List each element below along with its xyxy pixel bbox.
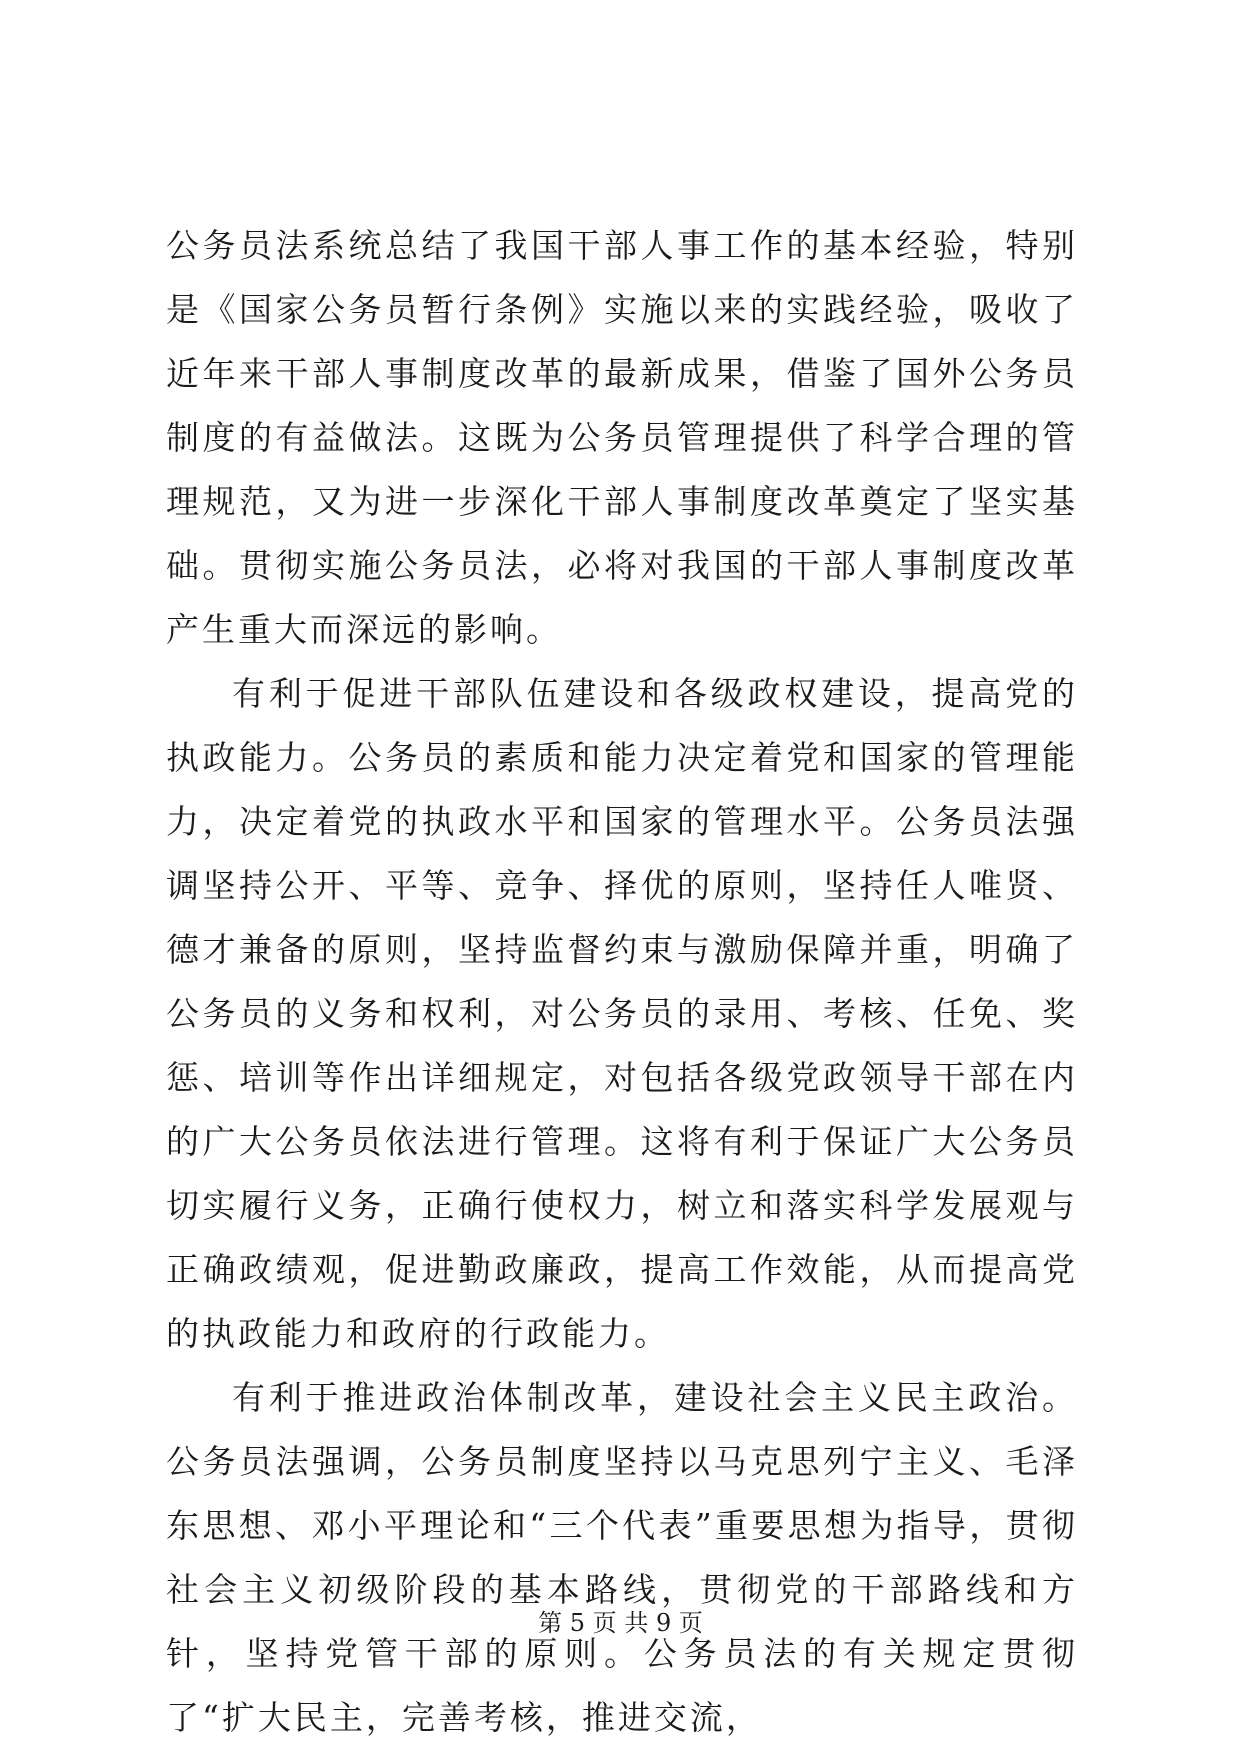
paragraph-3: 有利于推进政治体制改革，建设社会主义民主政治。公务员法强调，公务员制度坚持以马克思列宁主义、毛泽东思想、邓小平理论和“三个代表”重要思想为指导，贯彻社会主义初级阶段的基本路线，贯彻党的干部路线和方针，坚持党管干部的原则。公务员法的有关规定贯彻了“扩大民主，完善考核，推进交流， [166,1378,1078,1737]
page-number: 第 5 页 [538,1609,617,1637]
paragraph-1: 公务员法系统总结了我国干部人事工作的基本经验，特别是《国家公务员暂行条例》实施以来的实践经验，吸收了近年来干部人事制度改革的最新成果，借鉴了国外公务员制度的有益做法。这既为公务员管理提供了科学合理的管理规范，又为进一步深化干部人事制度改革奠定了坚实基础。贯彻实施公务员法，必将对我国的干部人事制度改革产生重大而深远的影响。 [166,226,1078,649]
page-total: 共 9 页 [624,1609,703,1637]
page-footer [0,1607,1241,1639]
paragraph-2: 有利于促进干部队伍建设和各级政权建设，提高党的执政能力。公务员的素质和能力决定着党和国家的管理能力，决定着党的执政水平和国家的管理水平。公务员法强调坚持公开、平等、竞争、择优的原则，坚持任人唯贤、德才兼备的原则，坚持监督约束与激励保障并重，明确了公务员的义务和权利，对公务员的录用、考核、任免、奖惩、培训等作出详细规定，对包括各级党政领导干部在内的广大公务员依法进行管理。这将有利于保证广大公务员切实履行义务，正确行使权力，树立和落实科学发展观与正确政绩观，促进勤政廉政，提高工作效能，从而提高党的执政能力和政府的行政能力。 [166,674,1078,1353]
document-body [166,214,1078,1750]
